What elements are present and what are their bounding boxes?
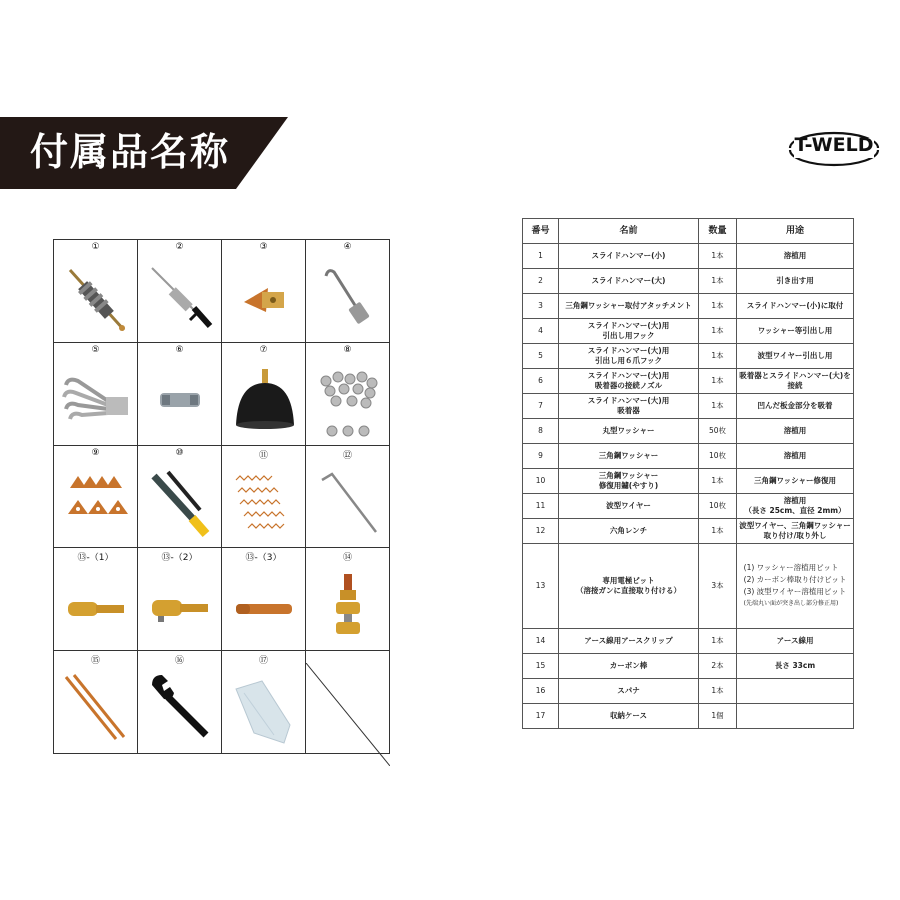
- cell-number: ⑥: [175, 344, 184, 355]
- grid-cell: [222, 651, 306, 754]
- cell-number: ①: [91, 242, 100, 252]
- table-row: [523, 629, 854, 654]
- table-row: [523, 294, 854, 319]
- row-use: 吸着器とスライドハンマー(大)を 接続: [737, 369, 854, 394]
- t-weld-logo: [784, 126, 884, 170]
- table-row: [523, 344, 854, 369]
- row-name: スライドハンマー(大)用 吸着器: [559, 394, 699, 419]
- row-use: 溶植用: [737, 444, 854, 469]
- row-name: スライドハンマー(大): [559, 269, 699, 294]
- row-use: [737, 544, 854, 629]
- row-name: スパナ: [559, 679, 699, 704]
- file-icon: [138, 458, 222, 548]
- row-quantity: 3本: [699, 544, 737, 629]
- row-use: 引き出す用: [737, 269, 854, 294]
- cell-number: ④: [343, 242, 352, 252]
- cell-number: ⑦: [259, 344, 268, 355]
- row-name: 三角鋼ワッシャー取付アタッチメント: [559, 294, 699, 319]
- table-row: [523, 654, 854, 679]
- row-name: アース線用アースクリップ: [559, 629, 699, 654]
- earth-clip-icon: [306, 560, 390, 650]
- row-use: 溶植用: [737, 244, 854, 269]
- grid-cell: [54, 651, 138, 754]
- row-number: 2: [523, 269, 559, 294]
- header-quantity: 数量: [699, 219, 737, 244]
- cell-number: ②: [175, 242, 184, 252]
- row-name: 収納ケース: [559, 704, 699, 729]
- table-row: [523, 419, 854, 444]
- table-row: [523, 544, 854, 629]
- row-number: 1: [523, 244, 559, 269]
- cell-number: ⑧: [343, 344, 352, 355]
- table-row: [523, 704, 854, 729]
- grid-cell: [306, 548, 390, 651]
- suction-cup-icon: [222, 355, 306, 445]
- header-use: 用途: [737, 219, 854, 244]
- electrode-bit-2-icon: [138, 560, 222, 650]
- row-quantity: 50枚: [699, 419, 737, 444]
- row-number: 14: [523, 629, 559, 654]
- grid-cell: [138, 446, 222, 549]
- table-row: [523, 319, 854, 344]
- use-list-item: (3) 波型ワイヤー溶植用ビット: [743, 587, 847, 596]
- grid-cell: [138, 548, 222, 651]
- row-number: 3: [523, 294, 559, 319]
- electrode-bit-1-icon: [54, 560, 138, 650]
- row-name: スライドハンマー(大)用 吸着器の接続ノズル: [559, 369, 699, 394]
- table-row: [523, 269, 854, 294]
- header-number: 番号: [523, 219, 559, 244]
- row-quantity: 1本: [699, 469, 737, 494]
- storage-case-icon: [222, 663, 306, 753]
- row-quantity: 1本: [699, 294, 737, 319]
- row-quantity: 1本: [699, 394, 737, 419]
- row-use: 溶植用: [737, 419, 854, 444]
- table-row: [523, 369, 854, 394]
- six-claw-hook-icon: [54, 355, 138, 445]
- row-number: 9: [523, 444, 559, 469]
- grid-cell: [222, 446, 306, 549]
- row-name: スライドハンマー(小): [559, 244, 699, 269]
- cell-number: ⑯: [174, 656, 184, 667]
- accessory-table: [522, 218, 854, 729]
- row-name: 波型ワイヤー: [559, 494, 699, 519]
- grid-cell: [222, 240, 306, 343]
- row-number: 15: [523, 654, 559, 679]
- row-use: 長さ 33cm: [737, 654, 854, 679]
- row-quantity: 1本: [699, 344, 737, 369]
- wave-wire-icon: [222, 458, 306, 548]
- use-list-item: (1) ワッシャー溶植用ビット: [743, 563, 839, 572]
- logo-text: T-WELD: [794, 134, 874, 156]
- row-number: 8: [523, 419, 559, 444]
- row-name: スライドハンマー(大)用 引出し用６爪フック: [559, 344, 699, 369]
- row-use: [737, 679, 854, 704]
- grid-cell: [222, 343, 306, 446]
- row-name: 丸型ワッシャー: [559, 419, 699, 444]
- cell-number: ⑨: [91, 447, 100, 458]
- row-number: 7: [523, 394, 559, 419]
- grid-cell: [138, 240, 222, 343]
- row-use: 波型ワイヤー引出し用: [737, 344, 854, 369]
- page-title: 付属品名称: [30, 130, 231, 174]
- grid-cell: [306, 343, 390, 446]
- row-use: アース線用: [737, 629, 854, 654]
- row-number: 17: [523, 704, 559, 729]
- spanner-icon: [138, 663, 222, 753]
- cell-number: ⑰: [258, 656, 268, 667]
- cell-number: ③: [259, 242, 268, 252]
- triangle-washer-icon: [54, 458, 138, 548]
- table-header-row: [523, 219, 854, 244]
- slide-hammer-large-icon: [138, 252, 222, 342]
- grid-cell: [54, 343, 138, 446]
- cell-number: ⑫: [342, 450, 352, 461]
- row-name: 三角鋼ワッシャー: [559, 444, 699, 469]
- table-row: [523, 244, 854, 269]
- row-number: 16: [523, 679, 559, 704]
- row-quantity: 1本: [699, 519, 737, 544]
- row-use: 溶植用 （長さ 25cm、直径 2mm）: [737, 494, 854, 519]
- row-use: [737, 704, 854, 729]
- grid-cell: [54, 240, 138, 343]
- grid-cell: [138, 343, 222, 446]
- suction-nozzle-icon: [138, 355, 222, 445]
- use-list: [744, 562, 847, 610]
- row-quantity: 1本: [699, 629, 737, 654]
- row-name: スライドハンマー(大)用 引出し用フック: [559, 319, 699, 344]
- row-number: 5: [523, 344, 559, 369]
- row-quantity: 1本: [699, 244, 737, 269]
- row-quantity: 10枚: [699, 494, 737, 519]
- row-quantity: 1本: [699, 319, 737, 344]
- row-number: 6: [523, 369, 559, 394]
- use-list-item: (2) カーボン棒取り付けビット: [743, 575, 847, 584]
- cell-number: ⑬-（1）: [77, 553, 114, 564]
- header-name: 名前: [559, 219, 699, 244]
- grid-cell: [222, 548, 306, 651]
- row-number: 12: [523, 519, 559, 544]
- row-number: 4: [523, 319, 559, 344]
- row-use: 三角鋼ワッシャー修復用: [737, 469, 854, 494]
- row-use: 波型ワイヤー、三角鋼ワッシャー 取り付け/取り外し: [737, 519, 854, 544]
- row-use: ワッシャー等引出し用: [737, 319, 854, 344]
- row-name: カーボン棒: [559, 654, 699, 679]
- slide-hammer-small-icon: [54, 252, 138, 342]
- electrode-bit-3-icon: [222, 560, 306, 650]
- hex-wrench-icon: [306, 458, 390, 548]
- grid-cell: [306, 446, 390, 549]
- row-name: 専用電極ビット （溶接ガンに直接取り付ける）: [559, 544, 699, 629]
- row-name: 六角レンチ: [559, 519, 699, 544]
- row-number: 13: [523, 544, 559, 629]
- row-name: 三角鋼ワッシャー 修復用鑢(やすり): [559, 469, 699, 494]
- table-row: [523, 679, 854, 704]
- table-row: [523, 469, 854, 494]
- cell-number: ⑤: [91, 344, 100, 355]
- row-quantity: 1個: [699, 704, 737, 729]
- cell-number: ⑩: [175, 447, 184, 458]
- pull-hook-icon: [306, 252, 390, 342]
- row-number: 10: [523, 469, 559, 494]
- grid-cell-empty: [306, 651, 390, 754]
- grid-cell: [54, 548, 138, 651]
- cell-number: ⑬-（2）: [161, 553, 198, 564]
- row-quantity: 1本: [699, 369, 737, 394]
- grid-cell: [138, 651, 222, 754]
- cell-number: ⑮: [90, 656, 100, 667]
- grid-cell: [54, 446, 138, 549]
- table-row: [523, 444, 854, 469]
- accessory-grid: [53, 239, 390, 754]
- row-quantity: 10枚: [699, 444, 737, 469]
- carbon-rod-icon: [54, 663, 138, 753]
- table-row: [523, 519, 854, 544]
- cell-number: ⑭: [342, 553, 352, 564]
- row-quantity: 1本: [699, 679, 737, 704]
- row-use: 凹んだ板金部分を吸着: [737, 394, 854, 419]
- grid-cell: [306, 240, 390, 343]
- row-quantity: 1本: [699, 269, 737, 294]
- table-row: [523, 494, 854, 519]
- cell-number: ⑬-（3）: [245, 553, 282, 564]
- row-number: 11: [523, 494, 559, 519]
- use-note: (先端丸い面が突き出し部分修正用): [743, 600, 839, 607]
- row-quantity: 2本: [699, 654, 737, 679]
- table-row: [523, 394, 854, 419]
- cell-number: ⑪: [258, 450, 268, 461]
- row-use: スライドハンマー(小)に取付: [737, 294, 854, 319]
- triangle-washer-attachment-icon: [222, 252, 306, 342]
- round-washer-icon: [306, 355, 390, 445]
- diagonal-line: [306, 663, 390, 766]
